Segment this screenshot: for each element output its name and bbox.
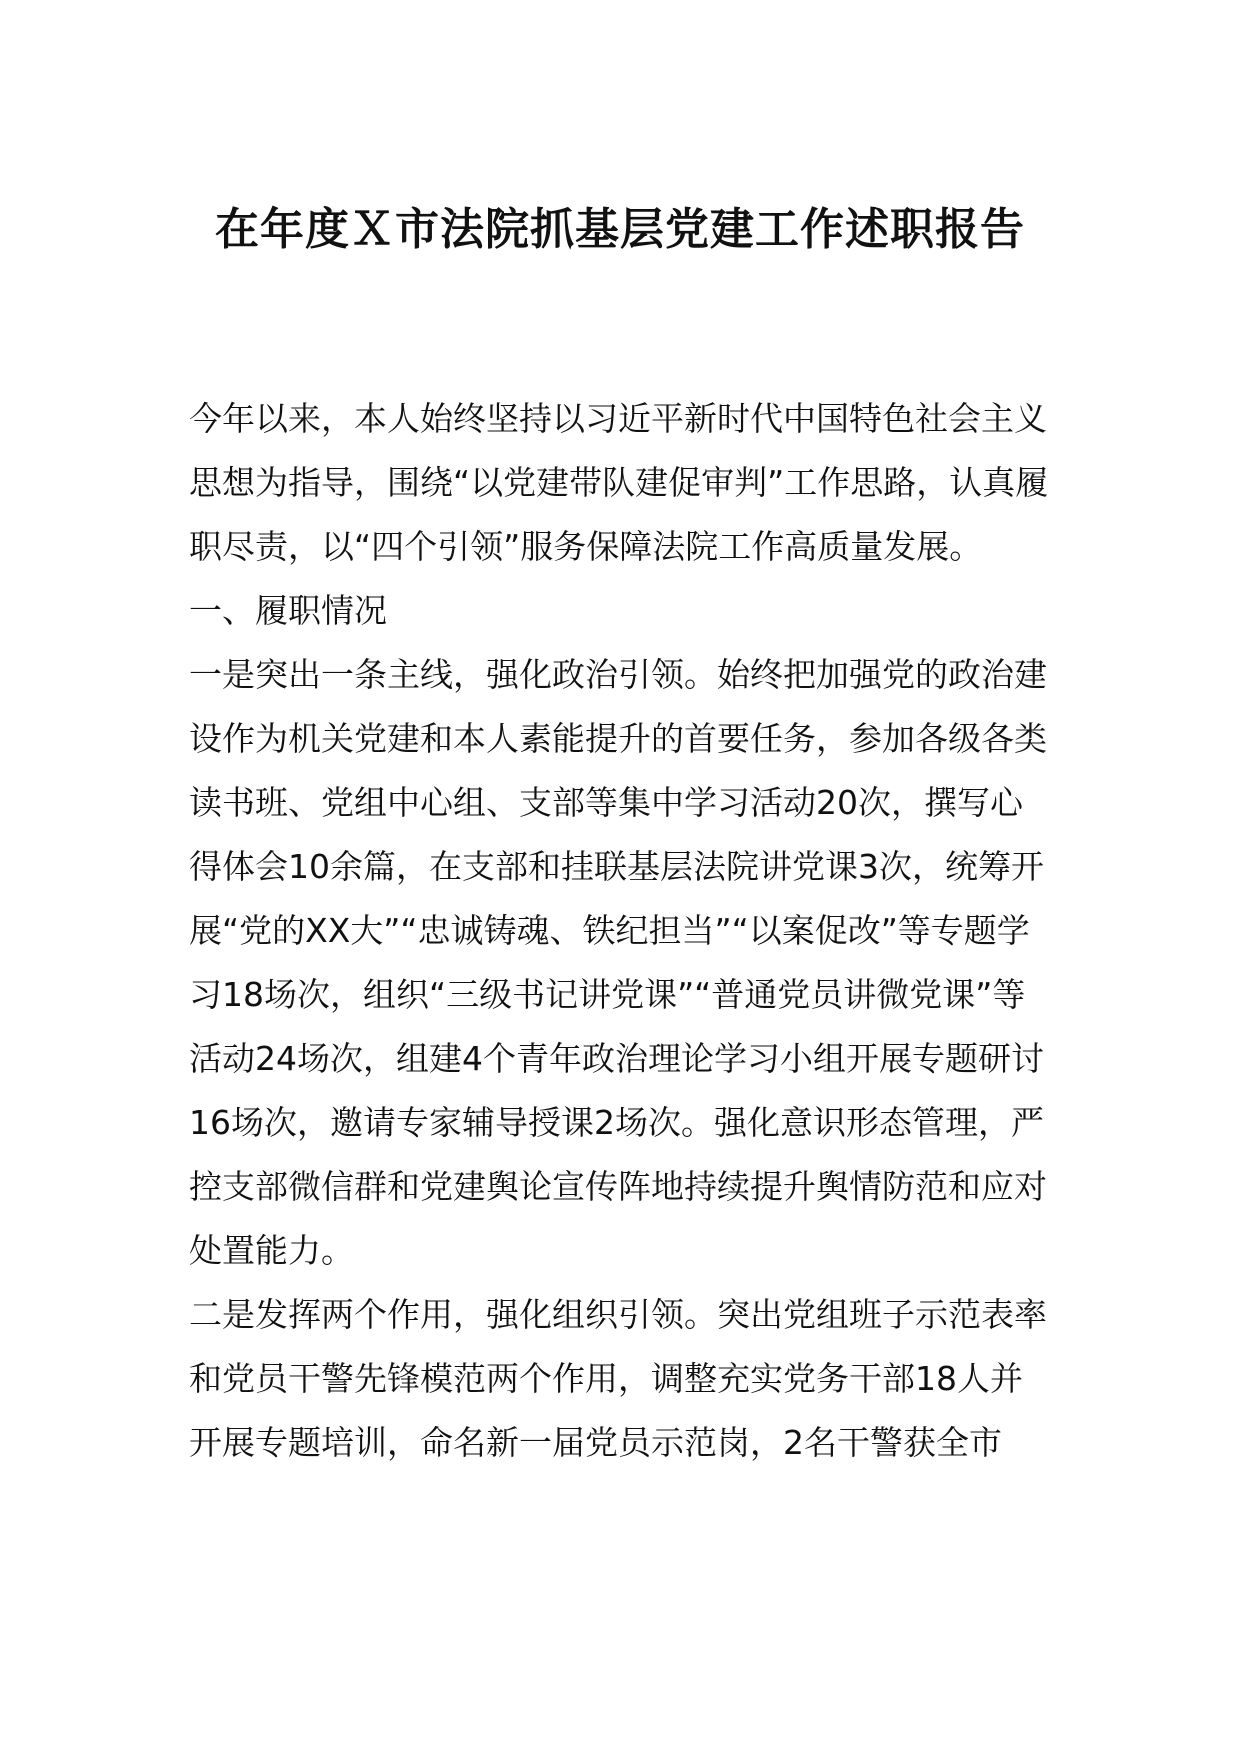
paragraph-intro: 今年以来，本人始终坚持以习近平新时代中国特色社会主义思想为指导，围绕“以党建带队建促审判”工作思路，认真履职尽责，以“四个引领”服务保障法院工作高质量发展。 [189,399,1049,566]
document-body [189,387,1054,1475]
paragraph-organizational-leadership: 二是发挥两个作用，强化组织引领。突出党组班子示范表率和党员干警先锋模范两个作用，调整充实党务干部18人并开展专题培训，命名新一届党员示范岗，2名干警获全市 [189,1295,1047,1462]
document-title: 在年度Ｘ市法院抓基层党建工作述职报告 [215,204,1025,255]
paragraph-political-leadership: 一是突出一条主线，强化政治引领。始终把加强党的政治建设作为机关党建和本人素能提升的首要任务，参加各级各类读书班、党组中心组、支部等集中学习活动20次，撰写心得体会10余篇，在支部和挂联基层法院讲党课3次，统筹开展“党的XX大”“忠诚铸魂、铁纪担当”“以案促改”等专题学习18场次，组织“三级书记讲党课”“普通党员讲微党课”等活动24场次，组建4个青年政治理论学习小组开展专题研讨16场次，邀请专家辅导授课2场次。强化意识形态管理，严控支部微信群和党建舆论宣传阵地持续提升舆情防范和应对处置能力。 [189,655,1047,1270]
section-heading: 一、履职情况 [189,591,387,630]
